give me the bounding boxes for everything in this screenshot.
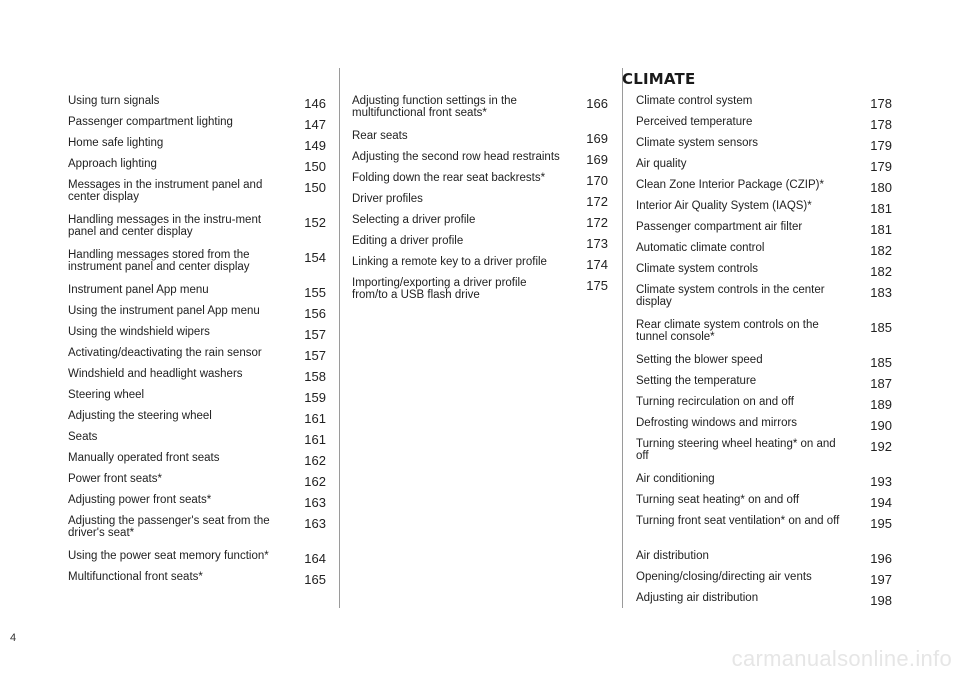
toc-entry-title: Home safe lighting [68,137,164,149]
toc-entry[interactable] [68,430,326,451]
toc-entry-title: Turning front seat ventilation* on and off [636,515,840,527]
toc-entry-title: Adjusting the steering wheel [68,410,212,422]
toc-entry[interactable] [636,262,892,283]
toc-entry[interactable] [352,94,608,129]
toc-entry-title: Rear seats [352,130,408,142]
toc-entry[interactable] [68,178,326,213]
toc-entry-title: Perceived temperature [636,116,753,128]
toc-entry[interactable] [352,276,608,311]
toc-entry-page: 166 [586,96,608,111]
toc-entry[interactable] [68,157,326,178]
toc-entry[interactable] [636,570,892,591]
toc-entry-title: Air distribution [636,550,709,562]
toc-entry-title: Instrument panel App menu [68,284,209,296]
toc-entry[interactable] [68,388,326,409]
toc-entry-title: Steering wheel [68,389,145,401]
toc-entry-title: Defrosting windows and mirrors [636,417,798,429]
toc-entry[interactable] [636,283,892,318]
toc-entry[interactable] [636,493,892,514]
toc-entry-page: 175 [586,278,608,293]
toc-entry[interactable] [68,346,326,367]
toc-entry[interactable] [636,472,892,493]
toc-entry-title: Setting the temperature [636,375,757,387]
toc-entry-title: Climate system controls [636,263,759,275]
toc-column-3 [636,94,892,612]
toc-entry[interactable] [636,241,892,262]
toc-entry-page: 146 [304,96,326,111]
toc-entry-page: 156 [304,306,326,321]
toc-entry-title: Handling messages in the instru-ment panel and center display [68,214,262,238]
toc-entry-title: Adjusting the passenger's seat from the driver's seat* [68,515,270,539]
watermark: carmanualsonline.info [731,646,952,671]
toc-entry-page: 179 [870,138,892,153]
toc-entry-page: 193 [870,474,892,489]
toc-entry-title: Messages in the instrument panel and center display [68,179,263,203]
toc-entry-page: 159 [304,390,326,405]
toc-entry-title: Passenger compartment air filter [636,221,803,233]
toc-entry-page: 163 [304,495,326,510]
toc-entry[interactable] [636,549,892,570]
toc-entry-page: 197 [870,572,892,587]
toc-entry-page: 163 [304,516,326,531]
toc-entry[interactable] [636,115,892,136]
toc-entry-title: Turning seat heating* on and off [636,494,800,506]
toc-entry[interactable] [636,514,892,549]
toc-entry-title: Approach lighting [68,158,157,170]
toc-entry[interactable] [636,437,892,472]
toc-entry-title: Opening/closing/directing air vents [636,571,812,583]
toc-entry[interactable] [68,570,326,591]
toc-entry-title: Windshield and headlight washers [68,368,243,380]
toc-entry-title: Multifunctional front seats* [68,571,203,583]
toc-entry-page: 185 [870,355,892,370]
toc-entry-page: 182 [870,264,892,279]
toc-entry-title: Passenger compartment lighting [68,116,233,128]
toc-entry-title: Interior Air Quality System (IAQS)* [636,200,812,212]
toc-entry[interactable] [68,283,326,304]
page-number: 4 [10,632,17,644]
toc-entry-title: Handling messages stored from the instrument panel and center display [68,249,250,273]
toc-entry[interactable] [636,136,892,157]
toc-entry[interactable] [68,136,326,157]
toc-entry-page: 198 [870,593,892,608]
toc-entry-title: Manually operated front seats [68,452,220,464]
toc-entry-title: Rear climate system controls on the tunnel console* [636,319,819,343]
toc-entry-page: 174 [586,257,608,272]
toc-entry-title: Using turn signals [68,95,160,107]
toc-entry[interactable] [68,472,326,493]
toc-entry[interactable] [352,192,608,213]
toc-entry-page: 149 [304,138,326,153]
toc-entry-page: 161 [304,432,326,447]
section-title-climate: CLIMATE [622,70,696,88]
toc-column-2 [352,94,608,311]
toc-entry[interactable] [68,115,326,136]
toc-entry[interactable] [352,255,608,276]
toc-entry[interactable] [636,94,892,115]
toc-entry-page: 161 [304,411,326,426]
toc-entry[interactable] [636,178,892,199]
toc-entry-title: Adjusting air distribution [636,592,759,604]
toc-entry-title: Folding down the rear seat backrests* [352,172,546,184]
toc-entry-title: Adjusting the second row head restraints [352,151,560,163]
toc-entry-title: Adjusting power front seats* [68,494,212,506]
toc-entry[interactable] [68,248,326,283]
toc-entry-page: 185 [870,320,892,335]
toc-entry-title: Using the windshield wipers [68,326,210,338]
toc-entry-title: Using the instrument panel App menu [68,305,260,317]
toc-entry-title: Clean Zone Interior Package (CZIP)* [636,179,824,191]
toc-entry-page: 180 [870,180,892,195]
toc-entry-page: 157 [304,327,326,342]
toc-entry-page: 181 [870,201,892,216]
toc-entry-title: Turning steering wheel heating* on and off [636,438,836,462]
toc-entry-page: 150 [304,159,326,174]
toc-entry-page: 183 [870,285,892,300]
toc-entry-title: Editing a driver profile [352,235,464,247]
toc-entry[interactable] [636,416,892,437]
toc-entry-page: 173 [586,236,608,251]
toc-entry[interactable] [68,325,326,346]
toc-entry[interactable] [636,395,892,416]
toc-entry-page: 179 [870,159,892,174]
toc-entry[interactable] [636,157,892,178]
toc-entry[interactable] [68,304,326,325]
toc-entry-page: 178 [870,117,892,132]
toc-entry[interactable] [352,234,608,255]
toc-entry-title: Seats [68,431,98,443]
toc-entry-title: Turning recirculation on and off [636,396,794,408]
toc-entry[interactable] [352,171,608,192]
toc-entry[interactable] [68,493,326,514]
toc-entry-page: 169 [586,152,608,167]
toc-entry-page: 182 [870,243,892,258]
toc-entry[interactable] [636,374,892,395]
toc-entry[interactable] [68,213,326,248]
toc-entry-page: 190 [870,418,892,433]
toc-entry[interactable] [636,318,892,353]
toc-entry-page: 181 [870,222,892,237]
toc-entry-page: 172 [586,194,608,209]
toc-entry-title: Climate control system [636,95,753,107]
toc-entry[interactable] [68,514,326,549]
toc-entry-page: 194 [870,495,892,510]
toc-entry[interactable] [68,367,326,388]
toc-entry[interactable] [352,150,608,171]
toc-entry-title: Importing/exporting a driver profile from/to a USB flash drive [352,277,527,301]
toc-entry-page: 196 [870,551,892,566]
toc-entry[interactable] [68,451,326,472]
toc-entry-title: Air conditioning [636,473,715,485]
toc-entry-title: Selecting a driver profile [352,214,476,226]
toc-entry-page: 165 [304,572,326,587]
toc-entry-page: 192 [870,439,892,454]
toc-entry-title: Power front seats* [68,473,162,485]
toc-entry-title: Climate system sensors [636,137,759,149]
toc-entry-page: 150 [304,180,326,195]
toc-entry-page: 164 [304,551,326,566]
toc-entry-title: Activating/deactivating the rain sensor [68,347,262,359]
toc-entry-title: Climate system controls in the center display [636,284,825,308]
toc-entry-page: 147 [304,117,326,132]
toc-entry[interactable] [636,591,892,612]
toc-entry-page: 195 [870,516,892,531]
toc-entry-title: Using the power seat memory function* [68,550,269,562]
toc-entry-page: 170 [586,173,608,188]
toc-entry-page: 157 [304,348,326,363]
toc-entry[interactable] [636,353,892,374]
toc-entry[interactable] [68,94,326,115]
toc-entry-title: Setting the blower speed [636,354,763,366]
toc-entry-page: 152 [304,215,326,230]
toc-entry-title: Automatic climate control [636,242,765,254]
toc-entry-title: Driver profiles [352,193,423,205]
toc-entry-page: 158 [304,369,326,384]
toc-entry-page: 187 [870,376,892,391]
toc-entry-page: 155 [304,285,326,300]
toc-entry-title: Linking a remote key to a driver profile [352,256,547,268]
toc-entry[interactable] [636,199,892,220]
toc-entry-page: 172 [586,215,608,230]
toc-entry[interactable] [68,549,326,570]
toc-entry-page: 178 [870,96,892,111]
column-divider [339,68,340,608]
toc-entry-page: 189 [870,397,892,412]
toc-entry[interactable] [68,409,326,430]
toc-entry[interactable] [636,220,892,241]
toc-entry-title: Adjusting function settings in the multifunctional front seats* [352,95,517,119]
toc-entry-page: 154 [304,250,326,265]
toc-entry[interactable] [352,129,608,150]
toc-entry[interactable] [352,213,608,234]
toc-entry-title: Air quality [636,158,687,170]
toc-entry-page: 169 [586,131,608,146]
column-divider [622,68,623,608]
toc-entry-page: 162 [304,474,326,489]
toc-column-1 [68,94,326,591]
toc-entry-page: 162 [304,453,326,468]
